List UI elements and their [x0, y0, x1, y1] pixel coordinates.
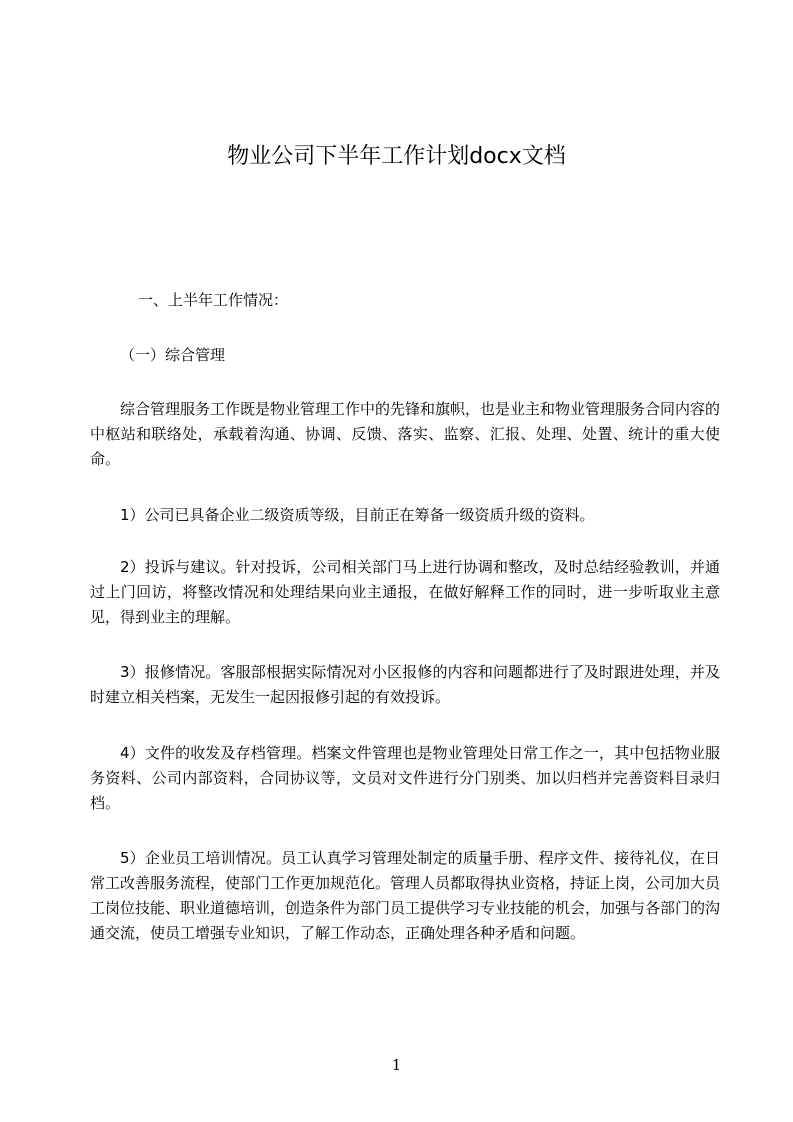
paragraph-item-1: 1）公司已具备企业二级资质等级，目前正在筹备一级资质升级的资料。 — [120, 506, 595, 524]
paragraph-intro: 综合管理服务工作既是物业管理工作中的先锋和旗帜，也是业主和物业管理服务合同内容的中枢站和联络处，承载着沟通、协调、反馈、落实、监察、汇报、处理、处置、统计的重大使命。 — [90, 400, 721, 468]
page-number: 1 — [391, 1056, 402, 1074]
document-title: 物业公司下半年工作计划docx文档 — [227, 144, 566, 169]
paragraph-item-5: 5）企业员工培训情况。员工认真学习管理处制定的质量手册、程序文件、接待礼仪，在日常工改善服务流程，使部门工作更加规范化。管理人员都取得执业资格，持证上岗，公司加大员工岗位技能、职业道德培训，创造条件为部门员工提供学习专业技能的机会，加强与各部门的沟通交流，使员工增强专业知识，了解工作动态，正确处理各种矛盾和问题。 — [90, 849, 721, 942]
subsection-heading: （一）综合管理 — [120, 346, 226, 364]
paragraph-item-4: 4）文件的收发及存档管理。档案文件管理也是物业管理处日常工作之一，其中包括物业服务资料、公司内部资料，合同协议等，文员对文件进行分门别类、加以归档并完善资料目录归档。 — [90, 744, 720, 812]
section-heading: 一、上半年工作情况： — [138, 291, 289, 309]
paragraph-item-3: 3）报修情况。客服部根据实际情况对小区报修的内容和问题都进行了及时跟进处理，并及时建立相关档案，无发生一起因报修引起的有效投诉。 — [90, 663, 720, 706]
paragraph-item-2: 2）投诉与建议。针对投诉，公司相关部门马上进行协调和整改，及时总结经验教训，并通过上门回访，将整改情况和处理结果向业主通报，在做好解释工作的同时，进一步听取业主意见，得到业主的理解。 — [90, 558, 720, 626]
